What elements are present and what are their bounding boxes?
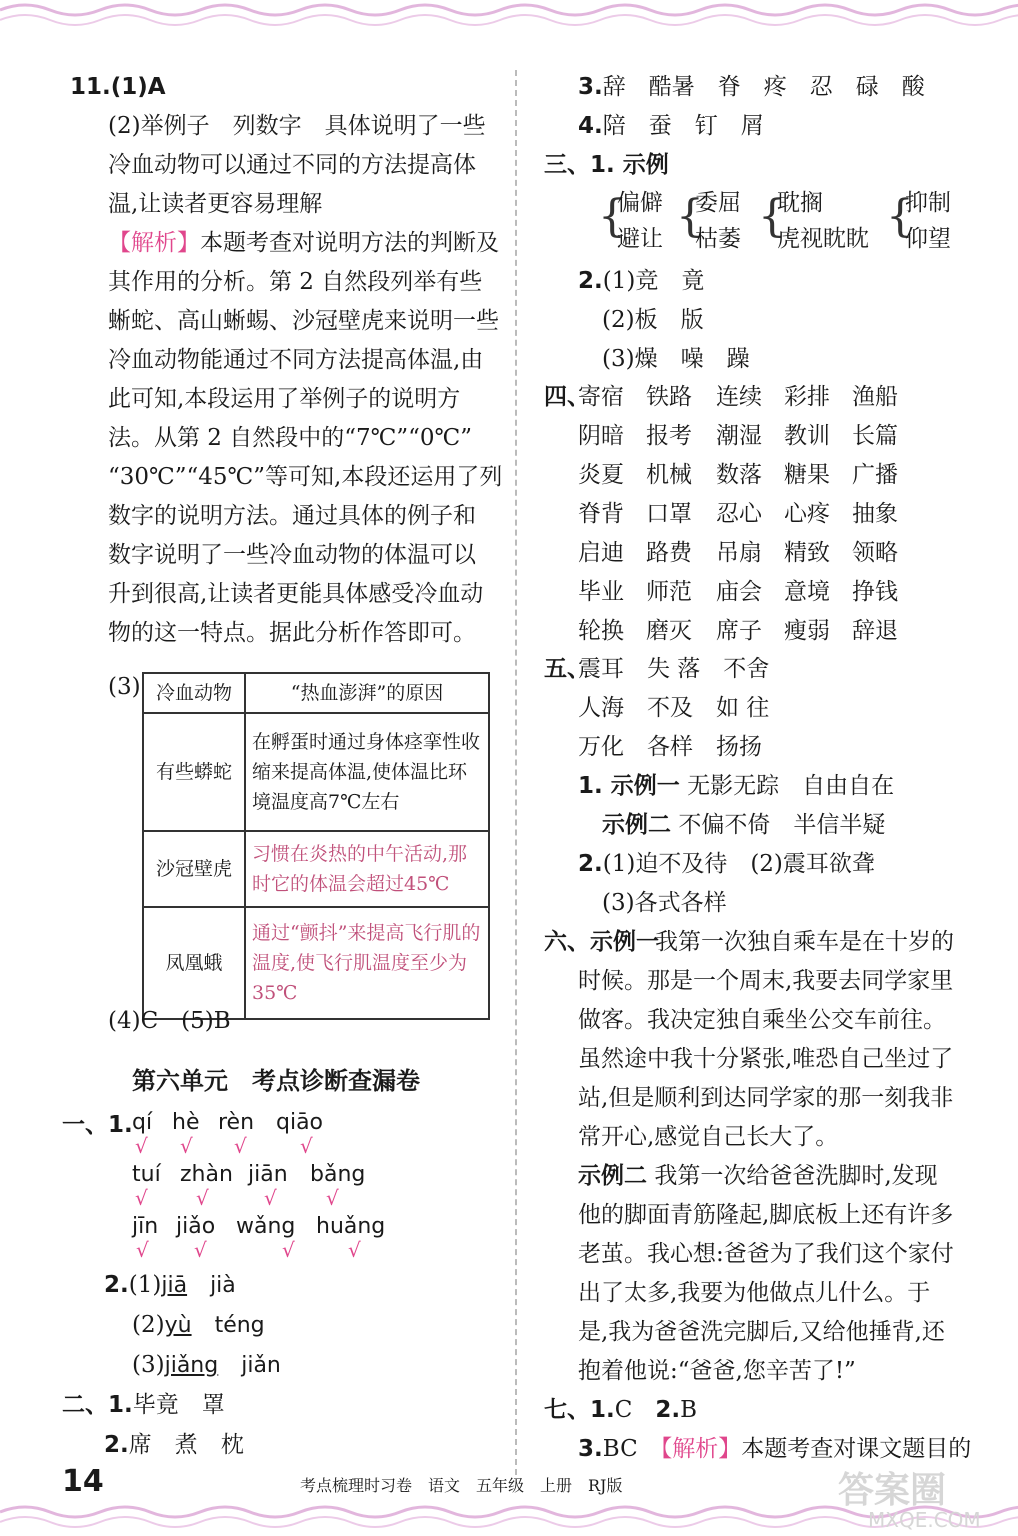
word-cell: 精致 [784, 540, 830, 566]
sec7-line2 [578, 1434, 971, 1464]
s7-text: 本题考查对课文题目的 [741, 1436, 972, 1462]
word-cell: 糖果 [784, 462, 830, 488]
s3-2-label: 2. [578, 268, 603, 294]
word-cell: 炎夏 [578, 462, 624, 488]
pinyin-3-2: jiǎo [176, 1214, 216, 1239]
jiexi-line7: “30℃”“45℃”等可知,本段还运用了列 [108, 464, 503, 490]
s5-1b [602, 810, 885, 840]
s5-row2: 人海 不及 如 往 [578, 695, 770, 721]
jiexi-tag: 【解析】 [108, 230, 200, 256]
s3-2-line1 [578, 266, 704, 296]
brace-1-bottom: 避让 [617, 226, 663, 252]
q11-2-line3: 温,让读者更容易理解 [108, 191, 323, 217]
s6-b-label: 示例二 [578, 1163, 647, 1189]
watermark-url: MXQE.COM [868, 1508, 981, 1532]
word-cell: 磨灭 [646, 618, 692, 644]
s7-2-label: 2. [655, 1397, 681, 1423]
sec4-label: 四、 [544, 384, 590, 410]
q2-2b: téng [214, 1313, 265, 1338]
r3 [578, 72, 925, 102]
s5-1a-label: 1. 示例一 [578, 773, 680, 799]
word-cell: 吊扇 [716, 540, 762, 566]
s5-1b-label: 示例二 [602, 812, 671, 838]
q11-1: 11.(1)A [70, 74, 166, 100]
s5-2a-text: (1)迫不及待 (2)震耳欲聋 [602, 851, 875, 877]
word-cell: 轮换 [578, 618, 624, 644]
word-cell: 瘦弱 [784, 618, 830, 644]
jiexi-line4: 冷血动物能通过不同方法提高体温,由 [108, 347, 484, 373]
s6-a-3: 做客。我决定独自乘坐公交车前往。 [578, 1007, 946, 1033]
brace-2-bottom: 枯萎 [695, 226, 741, 252]
sec7-line1 [544, 1395, 697, 1425]
jiexi-line11: 物的这一特点。据此分析作答即可。 [108, 620, 476, 646]
word-cell: 心疼 [784, 501, 830, 527]
word-cell: 意境 [784, 579, 830, 605]
q2-1b: jià [210, 1273, 236, 1298]
s6-b-6: 抱着他说:“爸爸,您辛苦了!” [578, 1358, 856, 1384]
top-wave-border [0, 0, 1018, 32]
word-cell: 连续 [716, 384, 762, 410]
s7-3-label: 3. [578, 1436, 603, 1462]
s5-row3: 万化 各样 扬扬 [578, 734, 762, 760]
tick-2-4: √ [326, 1186, 339, 1210]
s6-a-5: 站,但是顺利到达同学家的那一刻我非 [578, 1085, 954, 1111]
word-cell: 忍心 [716, 501, 762, 527]
brace-4-top: 抑制 [905, 190, 951, 216]
table-header-reason: “热血澎湃”的原因 [245, 673, 489, 713]
s3-2-2: (2)板 版 [602, 307, 704, 333]
sec3-label: 三、1. 示例 [544, 152, 669, 178]
q2-line1 [104, 1270, 236, 1301]
pinyin-2-2: zhàn [180, 1162, 233, 1187]
brace-1: { [598, 191, 626, 242]
page-number: 14 [62, 1464, 104, 1499]
pinyin-2-1: tuí [132, 1162, 161, 1187]
pinyin-1-3: rèn [218, 1110, 255, 1135]
q2-label: 2. [104, 1272, 129, 1298]
pinyin-3-4: huǎng [316, 1214, 386, 1239]
sec1-1-label: 一、1. [62, 1112, 133, 1138]
s6-a-4: 虽然途中我十分紧张,唯恐自己坐过了 [578, 1046, 954, 1072]
word-cell: 席子 [716, 618, 762, 644]
q2-line2 [132, 1310, 265, 1341]
jiexi-line3: 蜥蛇、高山蜥蜴、沙冠壁虎来说明一些 [108, 308, 499, 334]
word-cell: 机械 [646, 462, 692, 488]
jiexi-line10: 升到很高,让读者更能具体感受冷血动 [108, 581, 484, 607]
word-cell: 启迪 [578, 540, 624, 566]
sec7-label: 七、1. [544, 1397, 615, 1423]
s6-a-6: 常开心,感觉自己长大了。 [578, 1124, 839, 1150]
table-row-2-reason: 习惯在炎热的中午活动,那时它的体温会超过45℃ [245, 831, 489, 907]
tick-3-4: √ [348, 1238, 361, 1262]
column-divider [515, 70, 517, 1475]
table-row-2-animal: 沙冠壁虎 [143, 831, 245, 907]
word-cell: 抽象 [852, 501, 898, 527]
word-cell: 彩排 [784, 384, 830, 410]
watermark-logo: 答案圈 [838, 1470, 947, 1511]
s7-2: B [680, 1397, 698, 1423]
table-header-animal: 冷血动物 [143, 673, 245, 713]
s3-2-1: (1)竞 竟 [602, 268, 705, 294]
tick-3-3: √ [282, 1238, 295, 1262]
brace-1-top: 偏僻 [617, 190, 663, 216]
s5-1a-text: 无影无踪 自由自在 [687, 773, 895, 799]
jiexi-line2: 其作用的分析。第 2 自然段列举有些 [108, 269, 483, 295]
brace-2-top: 委屈 [695, 190, 741, 216]
word-cell: 报考 [646, 423, 692, 449]
word-cell: 辞退 [852, 618, 898, 644]
q2-3a: jiǎng [164, 1353, 219, 1378]
r3-label: 3. [578, 74, 603, 100]
s5-1b-text: 不偏不倚 半信半疑 [678, 812, 886, 838]
sec2-2-text: 席 煮 枕 [128, 1432, 244, 1458]
table-row-3-animal: 凤凰蛾 [143, 907, 245, 1019]
word-cell: 寄宿 [578, 384, 624, 410]
sec2-2-label: 2. [104, 1432, 129, 1458]
word-cell: 师范 [646, 579, 692, 605]
pinyin-1-4: qiāo [276, 1110, 324, 1135]
s7-jiexi-tag: 【解析】 [660, 1436, 742, 1462]
q11-2-line1: (2)举例子 列数字 具体说明了一些 [108, 113, 486, 139]
q2-3-label: (3) [132, 1352, 165, 1378]
q2-2-label: (2) [132, 1312, 165, 1338]
jiexi-line1 [108, 228, 499, 258]
word-cell: 挣钱 [852, 579, 898, 605]
s7-1: C [614, 1397, 633, 1423]
table-row-1-animal: 有些蟒蛇 [143, 713, 245, 831]
s6-b-1 [578, 1161, 938, 1191]
tick-1-2: √ [180, 1134, 193, 1158]
sec6-label: 六、示例一 [544, 929, 659, 955]
s6-b-1-text: 我第一次给爸爸洗脚时,发现 [654, 1163, 938, 1189]
r4-label: 4. [578, 113, 603, 139]
q2-1a: jiā [161, 1273, 188, 1298]
q2-3b: jiǎn [241, 1353, 281, 1378]
word-cell: 路费 [646, 540, 692, 566]
tick-1-3: √ [234, 1134, 247, 1158]
unit-title: 第六单元 考点诊断查漏卷 [132, 1067, 420, 1095]
word-cell: 广播 [852, 462, 898, 488]
s6-b-4: 出了太多,我要为他做点儿什么。于 [578, 1280, 931, 1306]
table-row-3-reason: 通过“颤抖”来提高飞行肌的温度,使飞行肌温度至少为35℃ [245, 907, 489, 1019]
tick-3-1: √ [136, 1238, 149, 1262]
jiexi-text-1: 本题考查对说明方法的判断及 [200, 230, 499, 256]
sec5-label: 五、 [544, 656, 590, 682]
s6-a-1: 我第一次独自乘车是在十岁的 [655, 929, 954, 955]
s5-row1: 震耳 失 落 不舍 [578, 656, 770, 682]
jiexi-line8: 数字的说明方法。通过具体的例子和 [108, 503, 476, 529]
r4 [578, 111, 764, 141]
brace-3-bottom: 虎视眈眈 [777, 226, 869, 252]
tick-3-2: √ [194, 1238, 207, 1262]
q3-label: (3) [108, 674, 141, 700]
brace-3: { [758, 191, 786, 242]
tick-2-1: √ [135, 1186, 148, 1210]
q2-2a: yù [164, 1313, 192, 1338]
q11-2-line2: 冷血动物可以通过不同的方法提高体 [108, 152, 476, 178]
tick-2-3: √ [264, 1186, 277, 1210]
q2-line3 [132, 1350, 281, 1381]
word-cell: 铁路 [646, 384, 692, 410]
s3-2-3: (3)燥 噪 躁 [602, 346, 750, 372]
word-cell: 脊背 [578, 501, 624, 527]
word-cell: 领略 [852, 540, 898, 566]
cold-blooded-table [142, 672, 490, 1020]
s6-b-5: 是,我为爸爸洗完脚后,又给他捶背,还 [578, 1319, 945, 1345]
pinyin-3-3: wǎng [236, 1214, 296, 1239]
pinyin-1-1: qí [132, 1110, 153, 1135]
tick-1-1: √ [135, 1134, 148, 1158]
s5-2a [578, 849, 875, 879]
table-row-1-reason: 在孵蛋时通过身体痉挛性收缩来提高体温,使体温比环境温度高7℃左右 [245, 713, 489, 831]
sec2-1-text: 毕竟 罩 [132, 1392, 225, 1418]
word-cell: 毕业 [578, 579, 624, 605]
word-cell: 数落 [716, 462, 762, 488]
brace-3-top: 耽搁 [777, 190, 823, 216]
word-cell: 庙会 [716, 579, 762, 605]
jiexi-line5: 此可知,本段运用了举例子的说明方 [108, 386, 461, 412]
s5-1a [578, 771, 894, 801]
pinyin-2-3: jiān [248, 1162, 288, 1187]
jiexi-line6: 法。从第 2 自然段中的“7℃”“0℃” [108, 425, 473, 451]
q45: (4)C (5)B [108, 1008, 231, 1034]
pinyin-3-1: jīn [132, 1214, 159, 1239]
s6-b-3: 老茧。我心想:爸爸为了我们这个家付 [578, 1241, 954, 1267]
tick-2-2: √ [196, 1186, 209, 1210]
s7-3: BC [602, 1436, 638, 1462]
sec2-2 [104, 1430, 244, 1460]
footer-text: 考点梳理时习卷 语文 五年级 上册 RJ版 [300, 1476, 623, 1495]
sec2-1-label: 二、1. [62, 1392, 133, 1418]
s6-b-2: 他的脚面青筋隆起,脚底板上还有许多 [578, 1202, 954, 1228]
sec2-1 [62, 1390, 225, 1420]
word-cell: 潮湿 [716, 423, 762, 449]
word-cell: 长篇 [852, 423, 898, 449]
word-cell: 口罩 [646, 501, 692, 527]
s6-a-2: 时候。那是一个周末,我要去同学家里 [578, 968, 954, 994]
pinyin-1-2: hè [172, 1110, 200, 1135]
s5-2b: (3)各式各样 [602, 890, 727, 916]
q2-1-label: (1) [128, 1272, 162, 1298]
s5-2-label: 2. [578, 851, 603, 877]
pinyin-2-4: bǎng [310, 1162, 366, 1187]
jiexi-line9: 数字说明了一些冷血动物的体温可以 [108, 542, 476, 568]
word-cell: 阴暗 [578, 423, 624, 449]
brace-4-bottom: 仰望 [905, 226, 951, 252]
brace-4: { [886, 191, 914, 242]
r3-text: 辞 酷暑 脊 疼 忍 碌 酸 [602, 74, 925, 100]
word-cell: 渔船 [852, 384, 898, 410]
r4-text: 陪 蚕 钉 屑 [602, 113, 764, 139]
word-cell: 教训 [784, 423, 830, 449]
brace-2: { [676, 191, 704, 242]
tick-1-4: √ [300, 1134, 313, 1158]
